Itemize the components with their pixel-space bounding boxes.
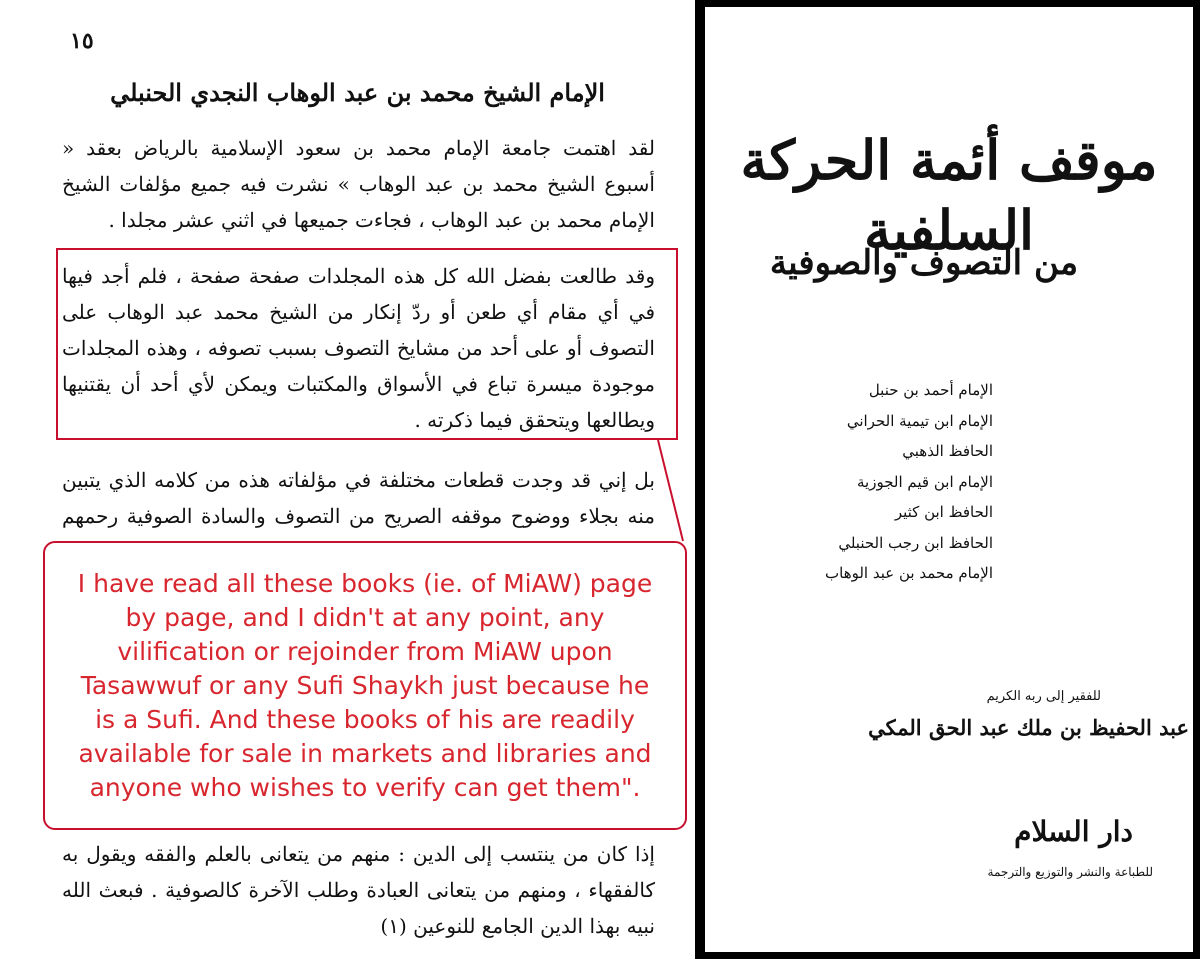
imam-list-item: الإمام أحمد بن حنبل — [868, 381, 993, 399]
imam-list-item: الحافظ ابن رجب الحنبلي — [838, 533, 993, 552]
book-cover-page — [705, 7, 1193, 952]
imam-list-item: الإمام ابن تيمية الحراني — [846, 411, 993, 430]
publisher-tagline: للطباعة والنشر والتوزيع والترجمة — [987, 865, 1153, 879]
author-label: للفقير إلى ربه الكريم — [986, 689, 1101, 704]
translation-callout — [43, 541, 687, 830]
chapter-title: الإمام الشيخ محمد بن عبد الوهاب النجدي الحنبلي — [110, 78, 605, 107]
paragraph-bottom: إذا كان من ينتسب إلى الدين : منهم من يتعانى بالعلم والفقه ويقول به كالفقهاء ، ومنهم من يتعانى العبادة وطلب الآخرة كالصوفية . فبعث الله نبيه بهذا الدين الجامع للنوعين (١) — [62, 842, 655, 938]
paragraph-highlighted: وقد طالعت بفضل الله كل هذه المجلدات صفحة صفحة ، فلم أجد فيها في أي مقام أي طعن أو ردّ إنكار من الشيخ محمد عبد الوهاب على التصوف أو على أحد من مشايخ التصوف بسبب تصوفه ، وهذه المجلدات موجودة ميسرة تباع في الأسواق والمكتبات ويمكن لأي أحد أن يقتنيها ويطالعها ويتحقق فيما ذكرته . — [62, 264, 656, 432]
highlight-box — [56, 248, 678, 440]
imam-list — [825, 375, 993, 589]
book-subtitle: من التصوف والصوفية — [769, 243, 1079, 283]
imam-list-item: الحافظ ابن كثير — [894, 503, 993, 521]
page-number: ١٥ — [70, 28, 94, 54]
author-name: عبد الحفيظ بن ملك عبد الحق المكي — [868, 715, 1189, 740]
imam-list-item: الحافظ الذهبي — [902, 442, 993, 460]
callout-text: I have read all these books (ie. of MiAW) page by page, and I didn't at any point, any vilification or rejoinder from MiAW upon Tasawwuf or any Sufi Shaykh just because he is a Sufi. And these books of his are readily available for sale in markets and libraries and anyone who wishes to verify can get them". — [77, 568, 653, 802]
imam-list-item: الإمام ابن قيم الجوزية — [857, 472, 993, 491]
paragraph-intro: لقد اهتمت جامعة الإمام محمد بن سعود الإسلامية بالرياض بعقد « أسبوع الشيخ محمد بن عبد الوهاب » نشرت فيه جميع مؤلفات الشيخ الإمام محمد بن عبد الوهاب ، فجاءت جميعها في اثني عشر مجلدا . — [62, 136, 655, 232]
publisher-logo: دار السلام — [1014, 815, 1133, 848]
paragraph-continued: بل إني قد وجدت قطعات مختلفة في مؤلفاته هذه من كلامه الذي يتبين منه بجلاء ووضوح موقفه الصريح من التصوف والسادة الصوفية رحمهم — [62, 468, 655, 528]
imam-list-item: الإمام محمد بن عبد الوهاب — [825, 564, 993, 582]
book-title: موقف أئمة الحركة السلفية — [740, 128, 1158, 262]
